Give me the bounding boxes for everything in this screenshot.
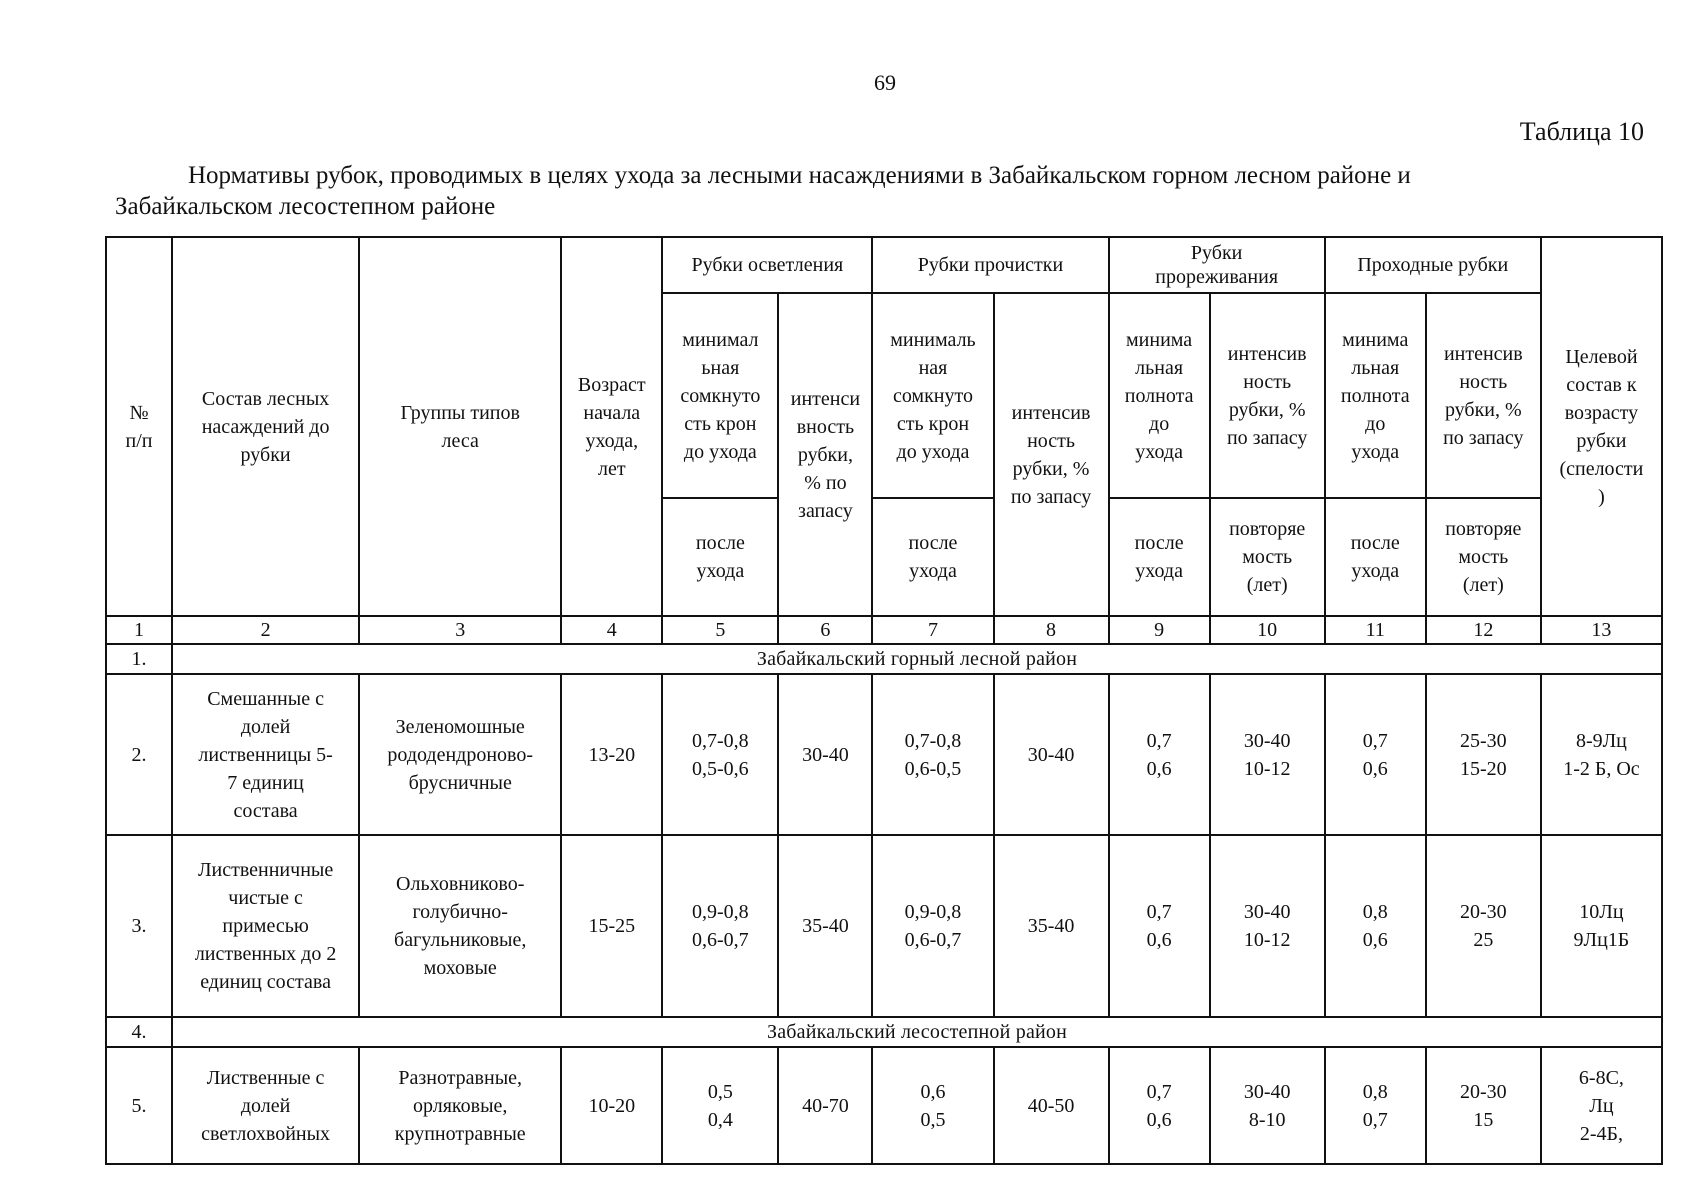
column-number: 11: [1325, 616, 1426, 644]
column-number: 5: [662, 616, 778, 644]
header-forest-types: Группы типов леса: [359, 237, 561, 616]
column-number: 7: [872, 616, 993, 644]
table-label: Таблица 10: [1519, 117, 1644, 146]
row-g3-density: 0,7 0,6: [1109, 1047, 1210, 1164]
header-g3-intensity: интенсив ность рубки, % по запасу: [1210, 293, 1325, 498]
column-number: 2: [172, 616, 359, 644]
section-number: 4.: [106, 1017, 172, 1047]
row-number: 2.: [106, 674, 172, 835]
row-forest-types: Ольховниково- голубично- багульниковые, моховые: [359, 835, 561, 1017]
header-number: № п/п: [106, 237, 172, 616]
row-g4-intensity: 20-30 25: [1426, 835, 1541, 1017]
row-composition: Лиственные с долей светлохвойных: [172, 1047, 359, 1164]
row-g1-intensity: 30-40: [778, 674, 872, 835]
row-number: 5.: [106, 1047, 172, 1164]
row-g3-density: 0,7 0,6: [1109, 674, 1210, 835]
section-title: Забайкальский лесостепной район: [172, 1017, 1662, 1047]
table-title-line-1: Нормативы рубок, проводимых в целях ухода за лесными насаждениями в Забайкальском горном лесном районе и: [188, 162, 1411, 189]
header-composition: Состав лесных насаждений до рубки: [172, 237, 359, 616]
row-g2-intensity: 30-40: [994, 674, 1109, 835]
table-row: [106, 835, 1662, 1017]
row-start-age: 13-20: [561, 674, 662, 835]
row-g1-intensity: 40-70: [778, 1047, 872, 1164]
column-number: 6: [778, 616, 872, 644]
header-start-age: Возраст начала ухода, лет: [561, 237, 662, 616]
column-number: 3: [359, 616, 561, 644]
row-number: 3.: [106, 835, 172, 1017]
row-g3-intensity: 30-40 10-12: [1210, 674, 1325, 835]
row-target-composition: 10Лц 9Лц1Б: [1541, 835, 1662, 1017]
table-title: [115, 160, 1655, 222]
section-row: [106, 644, 1662, 674]
row-g1-closure: 0,5 0,4: [662, 1047, 778, 1164]
column-number: 13: [1541, 616, 1662, 644]
header-row-groups: [106, 237, 1662, 293]
header-g1-after: после ухода: [662, 498, 778, 616]
row-g1-closure: 0,9-0,8 0,6-0,7: [662, 835, 778, 1017]
column-number: 10: [1210, 616, 1325, 644]
row-g2-intensity: 40-50: [994, 1047, 1109, 1164]
header-target-composition: Целевой состав к возрасту рубки (спелости ): [1541, 237, 1662, 616]
row-g4-density: 0,8 0,7: [1325, 1047, 1426, 1164]
row-g1-intensity: 35-40: [778, 835, 872, 1017]
header-group-clarification: Рубки осветления: [662, 237, 872, 293]
table-row: [106, 674, 1662, 835]
header-g1-intensity: интенси вность рубки, % по запасу: [778, 293, 872, 616]
header-g2-intensity: интенсив ность рубки, % по запасу: [994, 293, 1109, 616]
row-start-age: 10-20: [561, 1047, 662, 1164]
table-title-line-2: Забайкальском лесостепном районе: [115, 193, 496, 220]
table-row: [106, 1047, 1662, 1164]
row-g3-density: 0,7 0,6: [1109, 835, 1210, 1017]
row-g4-density: 0,7 0,6: [1325, 674, 1426, 835]
section-number: 1.: [106, 644, 172, 674]
row-g2-closure: 0,7-0,8 0,6-0,5: [872, 674, 993, 835]
section-title: Забайкальский горный лесной район: [172, 644, 1662, 674]
row-g2-intensity: 35-40: [994, 835, 1109, 1017]
header-group-cleaning: Рубки прочистки: [872, 237, 1108, 293]
column-number: 9: [1109, 616, 1210, 644]
row-composition: Лиственничные чистые с примесью лиственных до 2 единиц состава: [172, 835, 359, 1017]
column-number: 12: [1426, 616, 1541, 644]
row-g3-intensity: 30-40 8-10: [1210, 1047, 1325, 1164]
row-g4-intensity: 20-30 15: [1426, 1047, 1541, 1164]
header-g3-after: после ухода: [1109, 498, 1210, 616]
row-forest-types: Зеленомошные рододендроново- брусничные: [359, 674, 561, 835]
column-number: 4: [561, 616, 662, 644]
row-target-composition: 6-8С, Лц 2-4Б,: [1541, 1047, 1662, 1164]
header-g2-after: после ухода: [872, 498, 993, 616]
page-number: 69: [874, 70, 896, 95]
row-start-age: 15-25: [561, 835, 662, 1017]
row-g1-closure: 0,7-0,8 0,5-0,6: [662, 674, 778, 835]
row-target-composition: 8-9Лц 1-2 Б, Ос: [1541, 674, 1662, 835]
header-g4-intensity: интенсив ность рубки, % по запасу: [1426, 293, 1541, 498]
row-g4-intensity: 25-30 15-20: [1426, 674, 1541, 835]
row-g3-intensity: 30-40 10-12: [1210, 835, 1325, 1017]
norms-table: [105, 236, 1663, 1165]
header-group-passage: Проходные рубки: [1325, 237, 1541, 293]
header-group-thinning: Рубки прореживания: [1109, 237, 1325, 293]
column-number: 8: [994, 616, 1109, 644]
column-numbers-row: [106, 616, 1662, 644]
header-g2-min-closure: минималь ная сомкнуто сть крон до ухода: [872, 293, 993, 498]
row-composition: Смешанные с долей лиственницы 5- 7 единиц состава: [172, 674, 359, 835]
row-forest-types: Разнотравные, орляковые, крупнотравные: [359, 1047, 561, 1164]
header-g3-min-density: минима льная полнота до ухода: [1109, 293, 1210, 498]
column-number: 1: [106, 616, 172, 644]
header-g1-min-closure: минимал ьная сомкнуто сть крон до ухода: [662, 293, 778, 498]
header-g4-min-density: минима льная полнота до ухода: [1325, 293, 1426, 498]
header-g4-repeat: повторяе мость (лет): [1426, 498, 1541, 616]
header-g4-after: после ухода: [1325, 498, 1426, 616]
section-row: [106, 1017, 1662, 1047]
row-g4-density: 0,8 0,6: [1325, 835, 1426, 1017]
row-g2-closure: 0,9-0,8 0,6-0,7: [872, 835, 993, 1017]
header-g3-repeat: повторяе мость (лет): [1210, 498, 1325, 616]
row-g2-closure: 0,6 0,5: [872, 1047, 993, 1164]
